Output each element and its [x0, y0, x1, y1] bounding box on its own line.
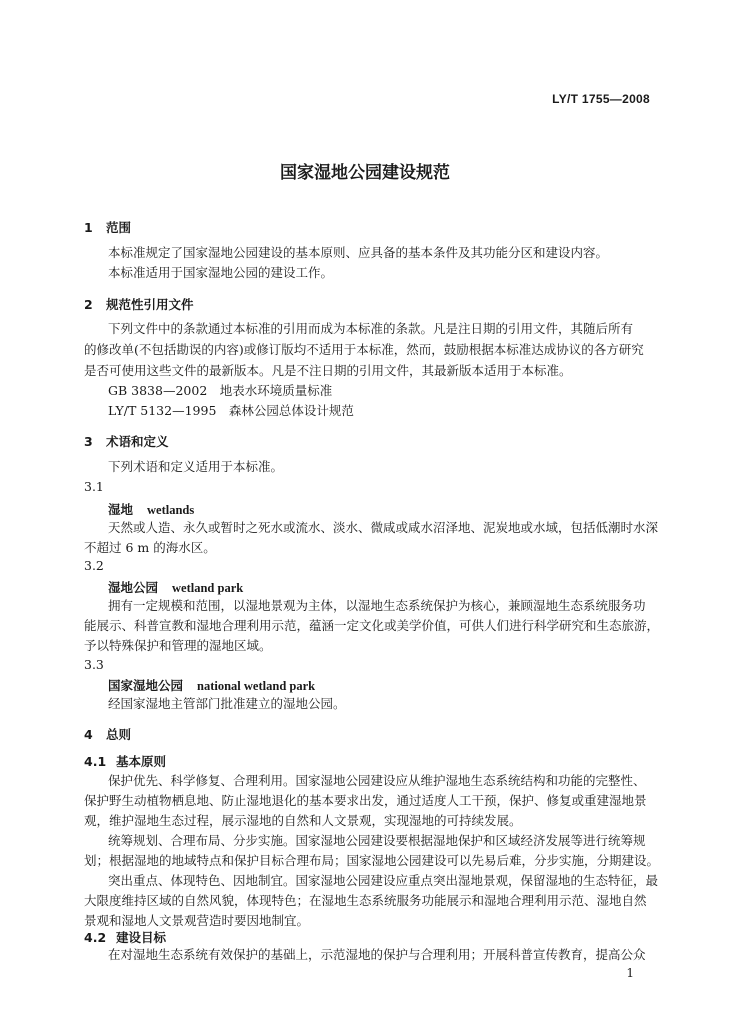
section-4-heading	[84, 725, 131, 743]
section-number: 3	[84, 434, 93, 449]
term-zh: 湿地公园	[108, 580, 159, 595]
definition-line: 能展示、科普宣教和湿地合理利用示范，蕴涵一定文化或美学价值，可供人们进行科学研究和生态旅游，	[84, 618, 660, 633]
paragraph-line: 保护野生动植物栖息地、防止湿地退化的基本要求出发，通过适度人工干预，保护、修复或重建湿地景	[84, 793, 647, 808]
paragraph-line: 景观和湿地人文景观营造时要因地制宜。	[84, 913, 310, 928]
definition-line: 经国家湿地主管部门批准建立的湿地公园。	[108, 696, 346, 711]
section-3-heading	[84, 432, 169, 450]
term-zh: 湿地	[108, 502, 134, 517]
paragraph-line: 是否可使用这些文件的最新版本。凡是不注日期的引用文件，其最新版本适用于本标准。	[84, 363, 572, 378]
paragraph-line: 的修改单(不包括勘误的内容)或修订版均不适用于本标准，然而，鼓励根据本标准达成协议的各方研究	[84, 342, 644, 357]
paragraph-line: 大限度维持区域的自然风貌，体现特色；在湿地生态系统服务功能展示和湿地合理利用示范、湿地自然	[84, 893, 647, 908]
section-title: 规范性引用文件	[106, 297, 194, 312]
paragraph-line: 突出重点、体现特色、因地制宜。国家湿地公园建设应重点突出湿地景观，保留湿地的生态特征，最	[108, 873, 659, 888]
section-number: 2	[84, 297, 93, 312]
section-number: 1	[84, 220, 93, 235]
standard-code: LY/T 1755—2008	[552, 92, 650, 106]
paragraph-line: 在对湿地生态系统有效保护的基础上，示范湿地的保护与合理利用；开展科普宣传教育，提高公众	[108, 947, 646, 962]
document-title: 国家湿地公园建设规范	[280, 163, 450, 183]
paragraph: 本标准规定了国家湿地公园建设的基本原则、应具备的基本条件及其功能分区和建设内容。	[108, 245, 609, 260]
paragraph-line: 观，维护湿地生态过程，展示湿地的自然和人文景观，实现湿地的可持续发展。	[84, 813, 522, 828]
term-number: 3.2	[84, 558, 104, 573]
subsection-number: 4.2	[84, 930, 107, 945]
term-en: national wetland park	[197, 679, 316, 693]
section-title: 范围	[106, 220, 132, 235]
page-number: 1	[626, 966, 634, 980]
term-heading	[108, 500, 194, 518]
definition-line: 拥有一定规模和范围，以湿地景观为主体，以湿地生态系统保护为核心，兼顾湿地生态系统服务功	[108, 598, 646, 613]
section-2-heading	[84, 295, 194, 313]
subsection-title: 基本原则	[116, 754, 167, 769]
paragraph-line: 划；根据湿地的地域特点和保护目标合理布局；国家湿地公园建设可以先易后难，分步实施，分期建设。	[84, 853, 660, 868]
term-number: 3.1	[84, 479, 104, 494]
definition-line: 天然或人造、永久或暂时之死水或流水、淡水、微咸或咸水沼泽地、泥炭地或水域，包括低潮时水深	[108, 520, 659, 535]
paragraph: 下列术语和定义适用于本标准。	[108, 459, 284, 474]
definition-line: 不超过 6 m 的海水区。	[84, 540, 216, 555]
term-number: 3.3	[84, 657, 104, 672]
subsection-4-2-heading	[84, 928, 166, 946]
term-en: wetland park	[172, 581, 244, 595]
term-zh: 国家湿地公园	[108, 678, 184, 693]
section-title: 术语和定义	[106, 434, 169, 449]
section-number: 4	[84, 727, 93, 742]
paragraph-line: 保护优先、科学修复、合理利用。国家湿地公园建设应从维护湿地生态系统结构和功能的完整性、	[108, 773, 646, 788]
definition-line: 予以特殊保护和管理的湿地区域。	[84, 638, 272, 653]
subsection-4-1-heading	[84, 752, 166, 770]
subsection-number: 4.1	[84, 754, 107, 769]
subsection-title: 建设目标	[116, 930, 167, 945]
paragraph-line: 下列文件中的条款通过本标准的引用而成为本标准的条款。凡是注日期的引用文件，其随后所有	[108, 321, 634, 336]
term-heading	[108, 676, 315, 694]
term-heading	[108, 578, 243, 596]
section-title: 总则	[106, 727, 132, 742]
section-1-heading	[84, 218, 131, 236]
paragraph-line: 统筹规划、合理布局、分步实施。国家湿地公园建设要根据湿地保护和区域经济发展等进行统筹规	[108, 833, 646, 848]
normative-reference: GB 3838—2002 地表水环境质量标准	[108, 383, 333, 398]
paragraph: 本标准适用于国家湿地公园的建设工作。	[108, 265, 334, 280]
term-en: wetlands	[147, 503, 195, 517]
normative-reference: LY/T 5132—1995 森林公园总体设计规范	[108, 403, 354, 418]
